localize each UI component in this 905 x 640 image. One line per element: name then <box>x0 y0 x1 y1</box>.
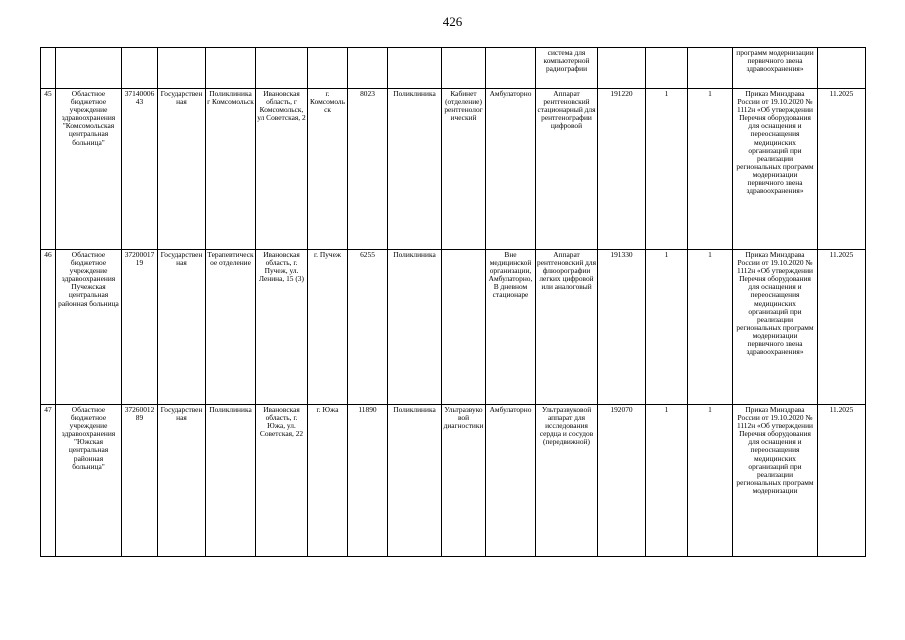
cell-address: Ивановская область, г Комсомольск, ул Советская, 2 <box>256 89 308 250</box>
cell-address: Ивановская область, г. Южа, ул. Советская, 22 <box>256 405 308 557</box>
cell-unit-type: Поликлиника <box>388 89 442 250</box>
cell-quantity-1: 1 <box>646 405 688 557</box>
cell-unit-type: Поликлиника <box>388 250 442 405</box>
table-row <box>41 89 866 250</box>
cell-equipment: система для компьютерной радиографии <box>536 48 598 89</box>
cell-date: 11.2025 <box>818 405 866 557</box>
equipment-table <box>40 47 866 557</box>
cell-locality: г. Южа <box>308 405 348 557</box>
cell-locality: г. Комсомольск <box>308 89 348 250</box>
cell-equipment: Аппарат рентгеновский стационарный для рентгенографии цифровой <box>536 89 598 250</box>
cell-nkmi-code: 192070 <box>598 405 646 557</box>
page-number: 426 <box>442 14 463 29</box>
cell-nkmi-code: 191330 <box>598 250 646 405</box>
cell-ownership: Государственная <box>158 405 206 557</box>
cell-room: Кабинет (отделение) рентгенологический <box>442 89 486 250</box>
cell-row-number: 47 <box>41 405 56 557</box>
cell-code: 3720001719 <box>122 250 158 405</box>
cell-ownership: Государственная <box>158 89 206 250</box>
cell-quantity-1: 1 <box>646 250 688 405</box>
cell-basis: программ модернизации первичного звена здравоохранения» <box>733 48 818 89</box>
cell-quantity-2: 1 <box>688 405 733 557</box>
cell-basis: Приказ Минздрава России от 19.10.2020 № 1112н «Об утверждении Перечня оборудования для оснащения и переоснащения медицинских организаций при реализации региональных программ модернизации первичного звена здравоохранения» <box>733 89 818 250</box>
cell-date: 11.2025 <box>818 89 866 250</box>
table-row-continuation <box>41 48 866 89</box>
cell-quantity-2: 1 <box>688 89 733 250</box>
cell-care-form: Амбулаторно <box>486 89 536 250</box>
cell-basis: Приказ Минздрава России от 19.10.2020 № 1112н «Об утверждении Перечня оборудования для оснащения и переоснащения медицинских организаций при реализации региональных программ модернизации первичного звена здравоохранения» <box>733 250 818 405</box>
table-row <box>41 405 866 557</box>
cell-organization: Областное бюджетное учреждение здравоохранения "Комсомольская центральная больница" <box>56 89 122 250</box>
cell-row-number: 46 <box>41 250 56 405</box>
cell-code: 3714000643 <box>122 89 158 250</box>
cell-basis: Приказ Минздрава России от 19.10.2020 № 1112н «Об утверждении Перечня оборудования для оснащения и переоснащения медицинских организаций при реализации региональных программ модернизации <box>733 405 818 557</box>
cell-quantity-2: 1 <box>688 250 733 405</box>
cell-equipment: Аппарат рентгеновский для флюорографии легких цифровой или аналоговый <box>536 250 598 405</box>
cell-nkmi-code: 191220 <box>598 89 646 250</box>
cell-unit: Терапевтическое отделение <box>206 250 256 405</box>
cell-row-number: 45 <box>41 89 56 250</box>
cell-unit-type: Поликлиника <box>388 405 442 557</box>
cell-equipment: Ультразвуковой аппарат для исследования сердца и сосудов (передвижной) <box>536 405 598 557</box>
cell-room: Ультразвуковой диагностики <box>442 405 486 557</box>
cell-population: 8023 <box>348 89 388 250</box>
cell-organization: Областное бюджетное учреждение здравоохранения "Южская центральная районная больница" <box>56 405 122 557</box>
cell-population: 6255 <box>348 250 388 405</box>
cell-care-form: Вне медицинской организации, Амбулаторно, В дневном стационаре <box>486 250 536 405</box>
cell-unit: Поликлиника <box>206 405 256 557</box>
table-row <box>41 250 866 405</box>
cell-room <box>442 250 486 405</box>
cell-date: 11.2025 <box>818 250 866 405</box>
cell-organization: Областное бюджетное учреждение здравоохранения Пучежская центральная районная больница <box>56 250 122 405</box>
cell-address: Ивановская область, г. Пучеж, ул. Ленина, 15 (3) <box>256 250 308 405</box>
cell-unit: Поликлиника г Комсомольск <box>206 89 256 250</box>
cell-population: 11890 <box>348 405 388 557</box>
cell-quantity-1: 1 <box>646 89 688 250</box>
cell-locality: г. Пучеж <box>308 250 348 405</box>
cell-code: 3726001289 <box>122 405 158 557</box>
cell-ownership: Государственная <box>158 250 206 405</box>
cell-care-form: Амбулаторно <box>486 405 536 557</box>
